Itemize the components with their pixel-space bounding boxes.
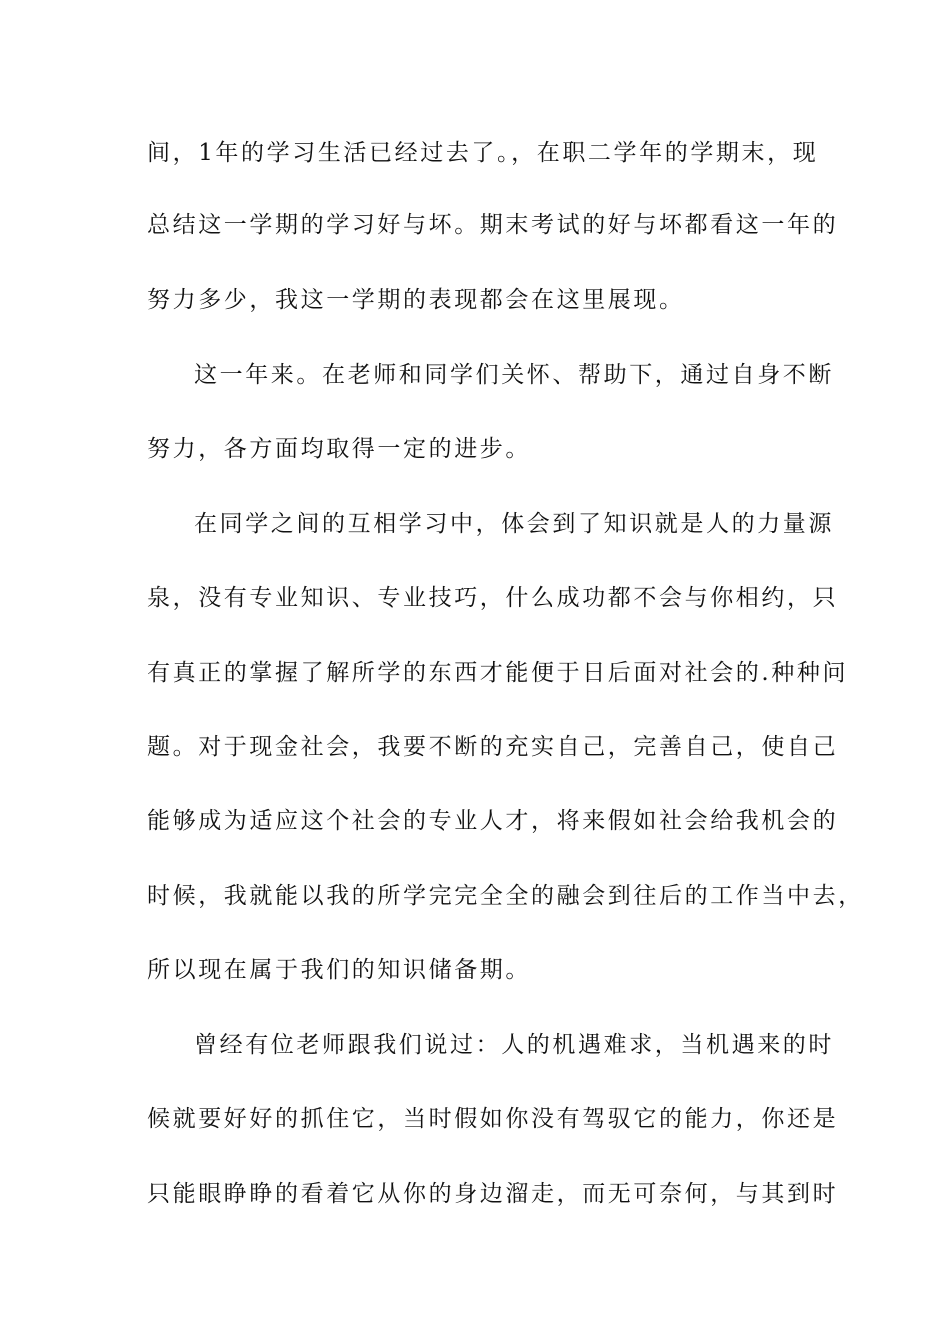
text-line: 时候，我就能以我的所学完完全全的融会到往后的工作当中去， [147,883,864,909]
paragraph-first-line: 在同学之间的互相学习中，体会到了知识就是人的力量源 [194,511,834,537]
text-line: 候就要好好的抓住它，当时假如你没有驾驭它的能力，你还是 [147,1106,839,1132]
paragraph-first-line: 曾经有位老师跟我们说过：人的机遇难求，当机遇来的时 [194,1032,834,1058]
text-line: 题。对于现金社会，我要不断的充实自己，完善自己，使自己 [147,734,839,760]
text-line: 泉，没有专业知识、专业技巧，什么成功都不会与你相约，只 [147,585,839,611]
text-line: 努力多少，我这一学期的表现都会在这里展现。 [147,287,685,313]
text-line: 间，1年的学习生活已经过去了。，在职二学年的学期末，现 [147,140,819,166]
text-line: 总结这一学期的学习好与坏。期末考试的好与坏都看这一年的 [147,212,839,238]
text-line: 只能眼睁睁的看着它从你的身边溜走，而无可奈何，与其到时 [147,1181,839,1207]
text-line: 所以现在属于我们的知识储备期。 [147,957,531,983]
paragraph-first-line: 这一年来。在老师和同学们关怀、帮助下，通过自身不断 [194,362,834,388]
text-line: 努力，各方面均取得一定的进步。 [147,436,531,462]
text-line: 能够成为适应这个社会的专业人才，将来假如社会给我机会的 [147,808,839,834]
text-line: 有真正的掌握了解所学的东西才能便于日后面对社会的.种种问 [147,660,849,686]
